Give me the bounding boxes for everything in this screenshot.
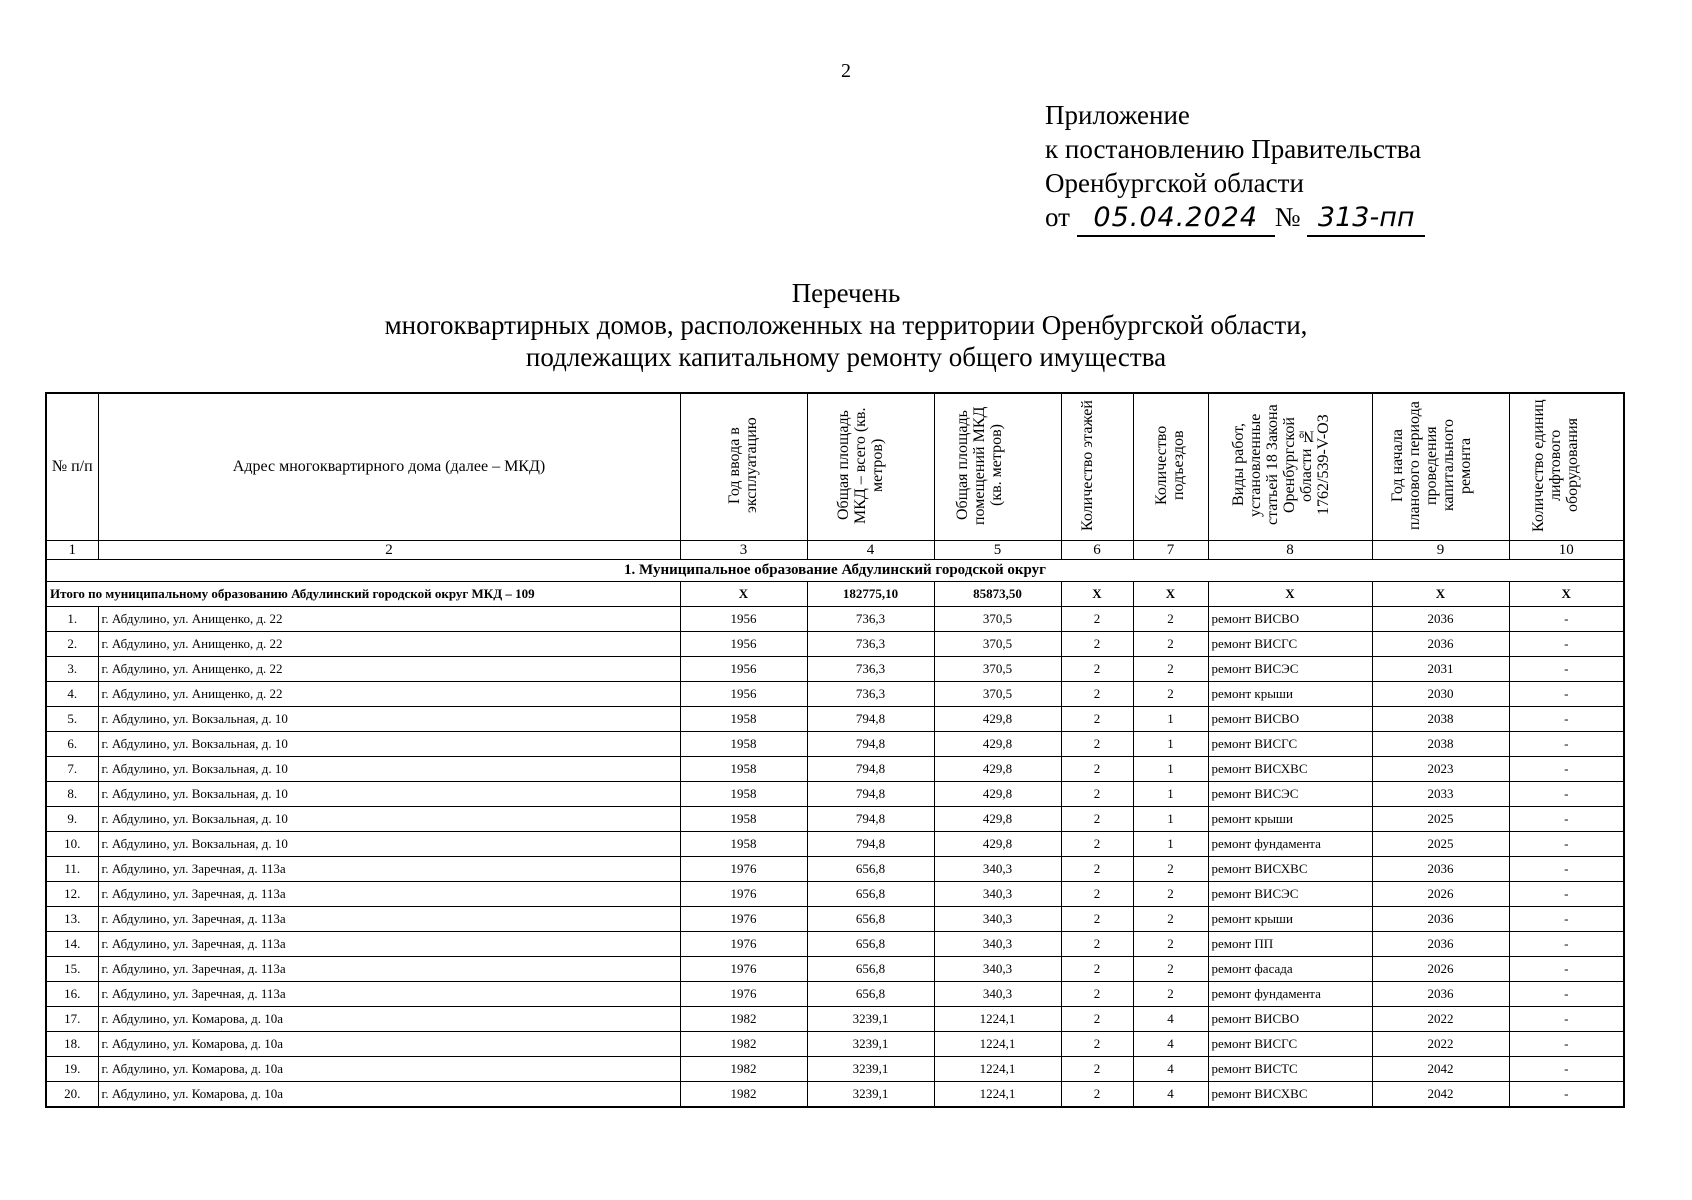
- table-row: [46, 757, 1624, 782]
- table-row: [46, 957, 1624, 982]
- area-total-cell: 3239,1: [807, 1007, 934, 1032]
- floors-cell: 2: [1061, 882, 1133, 907]
- decree-date: 05.04.2024: [1077, 201, 1275, 237]
- address-cell: г. Абдулино, ул. Анищенко, д. 22: [98, 657, 680, 682]
- entrances-cell: 2: [1133, 607, 1208, 632]
- address-cell: г. Абдулино, ул. Комарова, д. 10а: [98, 1007, 680, 1032]
- total-area-premises: 85873,50: [934, 582, 1061, 607]
- entrances-cell: 2: [1133, 907, 1208, 932]
- elevators-cell: -: [1509, 1082, 1624, 1108]
- header-area-total: Общая площадь МКД – всего (кв. метров): [807, 393, 934, 541]
- appendix-title: Приложение: [1045, 100, 1190, 130]
- year-built-cell: 1982: [680, 1057, 807, 1082]
- address-cell: г. Абдулино, ул. Вокзальная, д. 10: [98, 807, 680, 832]
- elevators-cell: -: [1509, 1007, 1624, 1032]
- column-number: 2: [98, 541, 680, 560]
- floors-cell: 2: [1061, 657, 1133, 682]
- address-cell: г. Абдулино, ул. Комарова, д. 10а: [98, 1082, 680, 1108]
- year-built-cell: 1958: [680, 707, 807, 732]
- table-row: [46, 782, 1624, 807]
- title-line-3: подлежащих капитальному ремонту общего имущества: [525, 342, 1167, 372]
- year-built-cell: 1958: [680, 757, 807, 782]
- start-year-cell: 2026: [1372, 957, 1509, 982]
- floors-cell: 2: [1061, 1032, 1133, 1057]
- header-start-year: Год начала планового периода проведения капитального ремонта: [1372, 393, 1509, 541]
- work-type-cell: ремонт фундамента: [1208, 982, 1372, 1007]
- work-type-cell: ремонт фундамента: [1208, 832, 1372, 857]
- elevators-cell: -: [1509, 857, 1624, 882]
- row-number: 15.: [46, 957, 98, 982]
- row-number: 9.: [46, 807, 98, 832]
- work-type-cell: ремонт ВИСХВС: [1208, 757, 1372, 782]
- elevators-cell: -: [1509, 932, 1624, 957]
- entrances-cell: 1: [1133, 832, 1208, 857]
- area-premises-cell: 340,3: [934, 882, 1061, 907]
- row-number: 14.: [46, 932, 98, 957]
- floors-cell: 2: [1061, 832, 1133, 857]
- address-cell: г. Абдулино, ул. Вокзальная, д. 10: [98, 782, 680, 807]
- address-cell: г. Абдулино, ул. Заречная, д. 113а: [98, 957, 680, 982]
- header-work-types: Виды работ, установленные статьей 18 Закона Оренбургской области № 1762/539-V-ОЗ: [1208, 393, 1372, 541]
- table-row: [46, 1032, 1624, 1057]
- column-number: 10: [1509, 541, 1624, 560]
- header-floors: Количество этажей: [1061, 393, 1133, 541]
- area-total-cell: 3239,1: [807, 1057, 934, 1082]
- elevators-cell: -: [1509, 1032, 1624, 1057]
- start-year-cell: 2025: [1372, 807, 1509, 832]
- address-cell: г. Абдулино, ул. Вокзальная, д. 10: [98, 832, 680, 857]
- work-type-cell: ремонт ВИСВО: [1208, 707, 1372, 732]
- total-year: X: [680, 582, 807, 607]
- floors-cell: 2: [1061, 807, 1133, 832]
- row-number: 16.: [46, 982, 98, 1007]
- year-built-cell: 1976: [680, 982, 807, 1007]
- work-type-cell: ремонт крыши: [1208, 907, 1372, 932]
- area-total-cell: 656,8: [807, 882, 934, 907]
- elevators-cell: -: [1509, 657, 1624, 682]
- table-row: [46, 682, 1624, 707]
- start-year-cell: 2036: [1372, 932, 1509, 957]
- area-total-cell: 3239,1: [807, 1032, 934, 1057]
- work-type-cell: ремонт ВИСВО: [1208, 607, 1372, 632]
- entrances-cell: 4: [1133, 1007, 1208, 1032]
- total-start-year: X: [1372, 582, 1509, 607]
- entrances-cell: 4: [1133, 1057, 1208, 1082]
- entrances-cell: 2: [1133, 982, 1208, 1007]
- area-premises-cell: 429,8: [934, 707, 1061, 732]
- total-elevators: X: [1509, 582, 1624, 607]
- total-label: Итого по муниципальному образованию Абдулинский городской округ МКД – 109: [46, 582, 680, 607]
- appendix-decree-line: к постановлению Правительства: [1045, 134, 1422, 164]
- row-number: 6.: [46, 732, 98, 757]
- appendix-block: [1045, 98, 1425, 237]
- total-entrances: X: [1133, 582, 1208, 607]
- start-year-cell: 2038: [1372, 732, 1509, 757]
- floors-cell: 2: [1061, 857, 1133, 882]
- start-year-cell: 2022: [1372, 1032, 1509, 1057]
- page-number: 2: [841, 60, 851, 82]
- area-premises-cell: 429,8: [934, 807, 1061, 832]
- work-type-cell: ремонт фасада: [1208, 957, 1372, 982]
- area-premises-cell: 370,5: [934, 632, 1061, 657]
- row-number: 7.: [46, 757, 98, 782]
- row-number: 13.: [46, 907, 98, 932]
- entrances-cell: 2: [1133, 657, 1208, 682]
- year-built-cell: 1976: [680, 957, 807, 982]
- row-number: 10.: [46, 832, 98, 857]
- start-year-cell: 2026: [1372, 882, 1509, 907]
- year-built-cell: 1976: [680, 882, 807, 907]
- floors-cell: 2: [1061, 982, 1133, 1007]
- table-row: [46, 882, 1624, 907]
- area-premises-cell: 340,3: [934, 982, 1061, 1007]
- row-number: 17.: [46, 1007, 98, 1032]
- elevators-cell: -: [1509, 607, 1624, 632]
- year-built-cell: 1958: [680, 832, 807, 857]
- column-number: 7: [1133, 541, 1208, 560]
- address-cell: г. Абдулино, ул. Заречная, д. 113а: [98, 882, 680, 907]
- floors-cell: 2: [1061, 1007, 1133, 1032]
- area-premises-cell: 1224,1: [934, 1007, 1061, 1032]
- work-type-cell: ремонт ВИСВО: [1208, 1007, 1372, 1032]
- row-number: 3.: [46, 657, 98, 682]
- area-total-cell: 656,8: [807, 957, 934, 982]
- area-total-cell: 736,3: [807, 682, 934, 707]
- floors-cell: 2: [1061, 957, 1133, 982]
- year-built-cell: 1976: [680, 907, 807, 932]
- area-premises-cell: 370,5: [934, 682, 1061, 707]
- column-number: 8: [1208, 541, 1372, 560]
- from-label: от: [1045, 202, 1070, 232]
- area-premises-cell: 370,5: [934, 607, 1061, 632]
- address-cell: г. Абдулино, ул. Заречная, д. 113а: [98, 932, 680, 957]
- table-row: [46, 657, 1624, 682]
- address-cell: г. Абдулино, ул. Заречная, д. 113а: [98, 857, 680, 882]
- start-year-cell: 2042: [1372, 1057, 1509, 1082]
- row-number: 19.: [46, 1057, 98, 1082]
- elevators-cell: -: [1509, 807, 1624, 832]
- work-type-cell: ремонт крыши: [1208, 807, 1372, 832]
- elevators-cell: -: [1509, 732, 1624, 757]
- area-total-cell: 794,8: [807, 807, 934, 832]
- header-year-built: Год ввода в эксплуатацию: [680, 393, 807, 541]
- section-row: [46, 560, 1624, 582]
- work-type-cell: ремонт ВИСГС: [1208, 1032, 1372, 1057]
- area-premises-cell: 370,5: [934, 657, 1061, 682]
- table-row: [46, 732, 1624, 757]
- area-premises-cell: 429,8: [934, 757, 1061, 782]
- address-cell: г. Абдулино, ул. Комарова, д. 10а: [98, 1032, 680, 1057]
- area-total-cell: 736,3: [807, 632, 934, 657]
- housing-registry-table: [45, 392, 1625, 1108]
- start-year-cell: 2036: [1372, 982, 1509, 1007]
- table-row: [46, 632, 1624, 657]
- start-year-cell: 2031: [1372, 657, 1509, 682]
- area-total-cell: 794,8: [807, 757, 934, 782]
- table-row: [46, 1082, 1624, 1108]
- elevators-cell: -: [1509, 632, 1624, 657]
- table-row: [46, 932, 1624, 957]
- work-type-cell: ремонт ВИСЭС: [1208, 657, 1372, 682]
- start-year-cell: 2023: [1372, 757, 1509, 782]
- elevators-cell: -: [1509, 882, 1624, 907]
- elevators-cell: -: [1509, 1057, 1624, 1082]
- column-number: 5: [934, 541, 1061, 560]
- area-premises-cell: 429,8: [934, 832, 1061, 857]
- start-year-cell: 2030: [1372, 682, 1509, 707]
- elevators-cell: -: [1509, 682, 1624, 707]
- entrances-cell: 1: [1133, 807, 1208, 832]
- column-number: 1: [46, 541, 98, 560]
- header-row: [46, 393, 1624, 541]
- decree-number: 313-пп: [1307, 201, 1425, 237]
- table-row: [46, 807, 1624, 832]
- work-type-cell: ремонт крыши: [1208, 682, 1372, 707]
- row-number: 12.: [46, 882, 98, 907]
- area-premises-cell: 340,3: [934, 932, 1061, 957]
- start-year-cell: 2036: [1372, 857, 1509, 882]
- entrances-cell: 2: [1133, 857, 1208, 882]
- column-number: 9: [1372, 541, 1509, 560]
- table-row: [46, 607, 1624, 632]
- start-year-cell: 2022: [1372, 1007, 1509, 1032]
- row-number: 4.: [46, 682, 98, 707]
- area-premises-cell: 429,8: [934, 782, 1061, 807]
- work-type-cell: ремонт ВИСХВС: [1208, 1082, 1372, 1108]
- start-year-cell: 2025: [1372, 832, 1509, 857]
- elevators-cell: -: [1509, 832, 1624, 857]
- table-row: [46, 832, 1624, 857]
- section-title: 1. Муниципальное образование Абдулинский городской округ: [46, 560, 1624, 582]
- address-cell: г. Абдулино, ул. Вокзальная, д. 10: [98, 707, 680, 732]
- area-total-cell: 794,8: [807, 707, 934, 732]
- year-built-cell: 1976: [680, 932, 807, 957]
- row-number: 8.: [46, 782, 98, 807]
- entrances-cell: 4: [1133, 1032, 1208, 1057]
- floors-cell: 2: [1061, 732, 1133, 757]
- address-cell: г. Абдулино, ул. Анищенко, д. 22: [98, 682, 680, 707]
- year-built-cell: 1958: [680, 732, 807, 757]
- entrances-cell: 2: [1133, 682, 1208, 707]
- area-total-cell: 736,3: [807, 657, 934, 682]
- work-type-cell: ремонт ВИСГС: [1208, 732, 1372, 757]
- work-type-cell: ремонт ВИСЭС: [1208, 882, 1372, 907]
- appendix-region-line: Оренбургской области: [1045, 168, 1304, 198]
- table-row: [46, 857, 1624, 882]
- start-year-cell: 2038: [1372, 707, 1509, 732]
- area-premises-cell: 1224,1: [934, 1057, 1061, 1082]
- header-address: Адрес многоквартирного дома (далее – МКД): [98, 393, 680, 541]
- column-number: 4: [807, 541, 934, 560]
- column-number-row: [46, 541, 1624, 560]
- area-premises-cell: 340,3: [934, 907, 1061, 932]
- entrances-cell: 2: [1133, 632, 1208, 657]
- elevators-cell: -: [1509, 957, 1624, 982]
- work-type-cell: ремонт ВИСЭС: [1208, 782, 1372, 807]
- entrances-cell: 1: [1133, 732, 1208, 757]
- header-number: № п/п: [46, 393, 98, 541]
- row-number: 18.: [46, 1032, 98, 1057]
- title-line-2: многоквартирных домов, расположенных на территории Оренбургской области,: [384, 310, 1308, 340]
- floors-cell: 2: [1061, 682, 1133, 707]
- year-built-cell: 1982: [680, 1032, 807, 1057]
- work-type-cell: ремонт ВИСГС: [1208, 632, 1372, 657]
- elevators-cell: -: [1509, 907, 1624, 932]
- floors-cell: 2: [1061, 707, 1133, 732]
- table-row: [46, 982, 1624, 1007]
- year-built-cell: 1982: [680, 1082, 807, 1108]
- area-total-cell: 656,8: [807, 857, 934, 882]
- area-total-cell: 656,8: [807, 982, 934, 1007]
- column-number: 6: [1061, 541, 1133, 560]
- address-cell: г. Абдулино, ул. Анищенко, д. 22: [98, 632, 680, 657]
- floors-cell: 2: [1061, 607, 1133, 632]
- elevators-cell: -: [1509, 757, 1624, 782]
- elevators-cell: -: [1509, 782, 1624, 807]
- elevators-cell: -: [1509, 707, 1624, 732]
- table-row: [46, 707, 1624, 732]
- row-number: 1.: [46, 607, 98, 632]
- entrances-cell: 4: [1133, 1082, 1208, 1108]
- total-floors: X: [1061, 582, 1133, 607]
- area-total-cell: 736,3: [807, 607, 934, 632]
- column-number: 3: [680, 541, 807, 560]
- total-work: X: [1208, 582, 1372, 607]
- area-premises-cell: 340,3: [934, 857, 1061, 882]
- floors-cell: 2: [1061, 1082, 1133, 1108]
- area-total-cell: 794,8: [807, 832, 934, 857]
- address-cell: г. Абдулино, ул. Комарова, д. 10а: [98, 1057, 680, 1082]
- title-line-1: Перечень: [791, 278, 901, 308]
- floors-cell: 2: [1061, 932, 1133, 957]
- total-area-total: 182775,10: [807, 582, 934, 607]
- address-cell: г. Абдулино, ул. Заречная, д. 113а: [98, 982, 680, 1007]
- floors-cell: 2: [1061, 757, 1133, 782]
- year-built-cell: 1956: [680, 657, 807, 682]
- appendix-date-line: [1045, 200, 1425, 237]
- area-total-cell: 656,8: [807, 907, 934, 932]
- row-number: 20.: [46, 1082, 98, 1108]
- floors-cell: 2: [1061, 1057, 1133, 1082]
- header-entrances: Количество подъездов: [1133, 393, 1208, 541]
- entrances-cell: 2: [1133, 932, 1208, 957]
- year-built-cell: 1958: [680, 782, 807, 807]
- floors-cell: 2: [1061, 782, 1133, 807]
- work-type-cell: ремонт ПП: [1208, 932, 1372, 957]
- table-row: [46, 907, 1624, 932]
- row-number: 2.: [46, 632, 98, 657]
- row-number: 11.: [46, 857, 98, 882]
- header-area-premises: Общая площадь помещений МКД (кв. метров): [934, 393, 1061, 541]
- year-built-cell: 1976: [680, 857, 807, 882]
- work-type-cell: ремонт ВИСХВС: [1208, 857, 1372, 882]
- table-row: [46, 1057, 1624, 1082]
- address-cell: г. Абдулино, ул. Вокзальная, д. 10: [98, 732, 680, 757]
- area-total-cell: 3239,1: [807, 1082, 934, 1108]
- start-year-cell: 2033: [1372, 782, 1509, 807]
- area-premises-cell: 429,8: [934, 732, 1061, 757]
- year-built-cell: 1956: [680, 682, 807, 707]
- address-cell: г. Абдулино, ул. Анищенко, д. 22: [98, 607, 680, 632]
- entrances-cell: 2: [1133, 882, 1208, 907]
- document-title: [0, 277, 1692, 373]
- start-year-cell: 2036: [1372, 607, 1509, 632]
- start-year-cell: 2036: [1372, 907, 1509, 932]
- entrances-cell: 1: [1133, 707, 1208, 732]
- address-cell: г. Абдулино, ул. Вокзальная, д. 10: [98, 757, 680, 782]
- area-premises-cell: 1224,1: [934, 1032, 1061, 1057]
- work-type-cell: ремонт ВИСТС: [1208, 1057, 1372, 1082]
- area-premises-cell: 1224,1: [934, 1082, 1061, 1108]
- total-row: [46, 582, 1624, 607]
- elevators-cell: -: [1509, 982, 1624, 1007]
- table-row: [46, 1007, 1624, 1032]
- header-elevators: Количество единиц лифтового оборудования: [1509, 393, 1624, 541]
- year-built-cell: 1982: [680, 1007, 807, 1032]
- entrances-cell: 2: [1133, 957, 1208, 982]
- year-built-cell: 1958: [680, 807, 807, 832]
- year-built-cell: 1956: [680, 632, 807, 657]
- address-cell: г. Абдулино, ул. Заречная, д. 113а: [98, 907, 680, 932]
- start-year-cell: 2036: [1372, 632, 1509, 657]
- entrances-cell: 1: [1133, 757, 1208, 782]
- number-label: №: [1274, 202, 1301, 232]
- area-total-cell: 794,8: [807, 732, 934, 757]
- area-premises-cell: 340,3: [934, 957, 1061, 982]
- year-built-cell: 1956: [680, 607, 807, 632]
- entrances-cell: 1: [1133, 782, 1208, 807]
- start-year-cell: 2042: [1372, 1082, 1509, 1108]
- area-total-cell: 794,8: [807, 782, 934, 807]
- floors-cell: 2: [1061, 907, 1133, 932]
- floors-cell: 2: [1061, 632, 1133, 657]
- area-total-cell: 656,8: [807, 932, 934, 957]
- row-number: 5.: [46, 707, 98, 732]
